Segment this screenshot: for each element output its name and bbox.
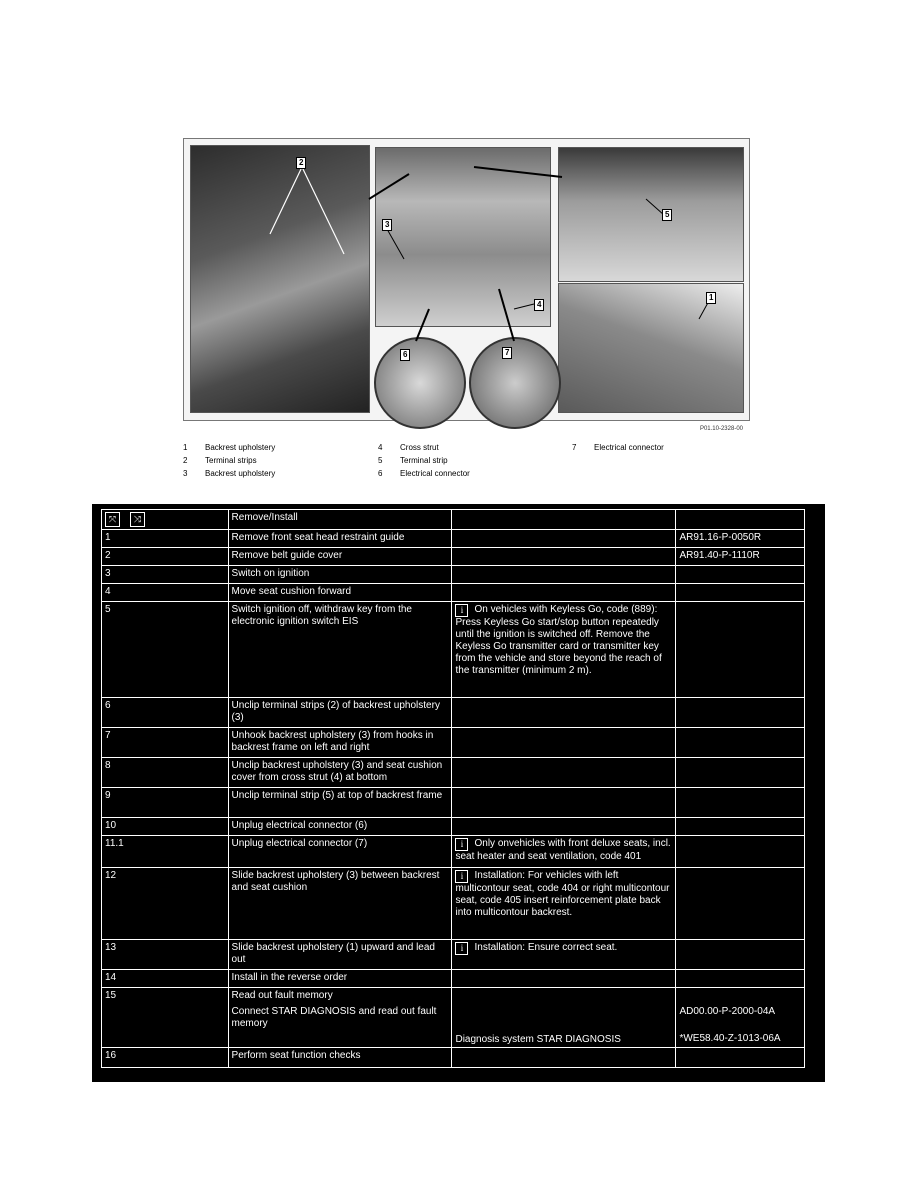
info-icon: i (455, 870, 468, 883)
info-icon: i (455, 838, 468, 851)
legend-item: 7 Electrical connector (572, 443, 664, 452)
figure-code: P01.10-2328-00 (699, 426, 743, 432)
procedure-table (92, 504, 825, 1082)
table-row: 2 Remove belt guide cover AR91.40-P-1110R (102, 548, 805, 566)
legend-item: 4 Cross strut (378, 443, 439, 452)
callout-1: 1 (706, 292, 716, 304)
install-icon: ⤨ (130, 512, 145, 527)
table-row: 15 Read out fault memory Connect STAR DIAGNOSIS and read out fault memory Diagnosis system STAR DIAGNOSIS AD00.00-P-2000-04A *WE58.40-Z-1013-06A (102, 988, 805, 1048)
table-row: 10 Unplug electrical connector (6) (102, 818, 805, 836)
callout-3: 3 (382, 219, 392, 231)
callout-2: 2 (296, 157, 306, 169)
legend-item: 3 Backrest upholstery (183, 469, 276, 478)
table-row: 11.1 Unplug electrical connector (7) i Only onvehicles with front deluxe seats, incl. seat heater and seat ventilation, code 401 (102, 836, 805, 868)
seat-diagram-figure (183, 138, 750, 432)
table-row: 16 Perform seat function checks (102, 1048, 805, 1068)
table-row: 5 Switch ignition off, withdraw key from the electronic ignition switch EIS i On vehicles with Keyless Go, code (889): Press Keyless Go start/stop button repeatedly until the ignition is switched off. Remove the Keyless Go transmitter card or transmitter key from the vehicle and store beyond the reach of the transmitter (minimum 2 m). (102, 602, 805, 698)
table-row: 7 Unhook backrest upholstery (3) from hooks in backrest frame on left and right (102, 728, 805, 758)
table-row: 8 Unclip backrest upholstery (3) and seat cushion cover from cross strut (4) at bottom (102, 758, 805, 788)
table-row: 9 Unclip terminal strip (5) at top of backrest frame (102, 788, 805, 818)
callout-4: 4 (534, 299, 544, 311)
callout-leader-lines (184, 139, 751, 422)
legend-item: 5 Terminal strip (378, 456, 448, 465)
callout-5: 5 (662, 209, 672, 221)
table-row: 12 Slide backrest upholstery (3) between backrest and seat cushion i Installation: For vehicles with left multicontour seat, code 404 or right multicontour seat, code 405 insert reinforcement plate back into multicontour backrest. (102, 868, 805, 940)
callout-6: 6 (400, 349, 410, 361)
legend-item: 6 Electrical connector (378, 469, 470, 478)
table-row: 13 Slide backrest upholstery (1) upward and lead out i Installation: Ensure correct seat. (102, 940, 805, 970)
table-header-title: Remove/Install (228, 510, 452, 530)
info-icon: i (455, 604, 468, 617)
callout-7: 7 (502, 347, 512, 359)
remove-icon: ⤧ (105, 512, 120, 527)
table-row: 14 Install in the reverse order (102, 970, 805, 988)
legend-item: 1 Backrest upholstery (183, 443, 276, 452)
legend-item: 2 Terminal strips (183, 456, 257, 465)
table-row: 6 Unclip terminal strips (2) of backrest upholstery (3) (102, 698, 805, 728)
table-header-row (102, 510, 805, 530)
table-row: 1 Remove front seat head restraint guide AR91.16-P-0050R (102, 530, 805, 548)
table-row: 4 Move seat cushion forward (102, 584, 805, 602)
info-icon: i (455, 942, 468, 955)
table-row: 3 Switch on ignition (102, 566, 805, 584)
